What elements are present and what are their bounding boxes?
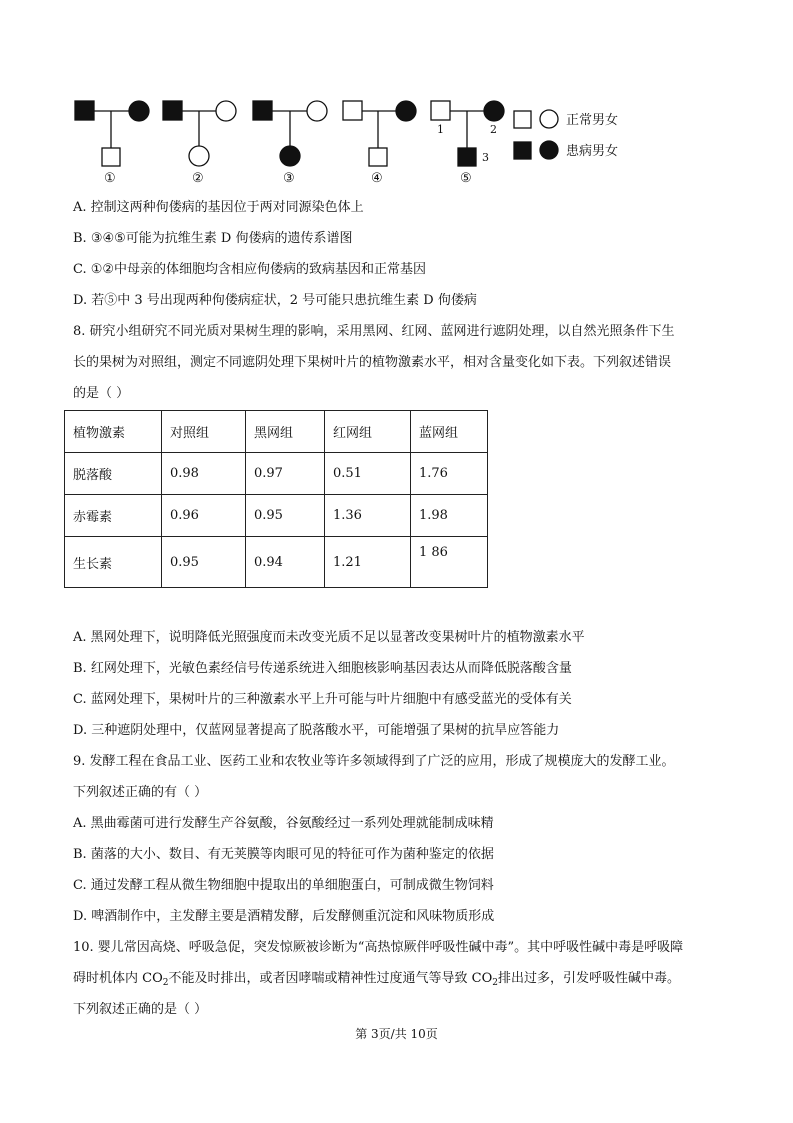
table-row [65, 453, 488, 495]
affected-female-symbol [396, 101, 416, 121]
q7-option-a: A. 控制这两种佝偻病的基因位于两对同源染色体上 [73, 200, 364, 215]
table-row [65, 537, 488, 588]
q8-option-b: B. 红网处理下，光敏色素经信号传递系统进入细胞核影响基因表达从而降低脱落酸含量 [73, 661, 572, 676]
table-cell: 0.95 [246, 495, 325, 537]
q8-stem-line-1: 8. 研究小组研究不同光质对果树生理的影响，采用黑网、红网、蓝网进行遮阴处理，以自然光照条件下生 [73, 324, 675, 339]
q10-stem-line-1: 10. 婴儿常因高烧、呼吸急促，突发惊厥被诊断为“高热惊厥伴呼吸性碱中毒”。其中呼吸性碱中毒是呼吸障 [73, 940, 684, 955]
q9-option-a: A. 黑曲霉菌可进行发酵生产谷氨酸，谷氨酸经过一系列处理就能制成味精 [73, 816, 494, 831]
normal-male-symbol [102, 148, 120, 166]
table-cell: 0.98 [162, 453, 246, 495]
normal-male-symbol [431, 101, 450, 120]
table-cell: 1.98 [411, 495, 488, 537]
legend-affected-label: 患病男女 [566, 144, 619, 159]
q8-option-a: A. 黑网处理下，说明降低光照强度而未改变光质不足以显著改变果树叶片的植物激素水平 [73, 630, 585, 645]
table-cell: 1.36 [325, 495, 411, 537]
q8-option-d: D. 三种遮阴处理中，仅蓝网显著提高了脱落酸水平，可能增强了果树的抗旱应答能力 [73, 723, 560, 738]
table-cell: 0.97 [246, 453, 325, 495]
q9-stem-line-2: 下列叙述正确的有（ ） [73, 785, 208, 800]
pedigree-label-5: ⑤ [460, 171, 472, 186]
q7-option-b: B. ③④⑤可能为抗维生素 D 佝偻病的遗传系谱图 [73, 231, 353, 246]
q7-option-d: D. 若⑤中 3 号出现两种佝偻病症状，2 号可能只患抗维生素 D 佝偻病 [73, 293, 477, 308]
affected-female-symbol [484, 101, 504, 121]
pedigree-label-2: ② [192, 171, 204, 186]
parent-number-2: 2 [490, 123, 497, 136]
legend-normal-female-symbol [540, 110, 558, 128]
q8-option-c: C. 蓝网处理下，果树叶片的三种激素水平上升可能与叶片细胞中有感受蓝光的受体有关 [73, 692, 572, 707]
q8-stem-line-3: 的是（ ） [73, 386, 130, 401]
q10-text: 不能及时排出，或者因哮喘或精神性过度通气等导致 CO [168, 971, 493, 986]
normal-female-symbol [189, 146, 209, 166]
table-cell: 0.96 [162, 495, 246, 537]
table-cell: 脱落酸 [65, 453, 162, 495]
subscript: 2 [162, 978, 169, 988]
table-header-cell: 黑网组 [246, 411, 325, 453]
legend-normal-label: 正常男女 [566, 113, 619, 128]
table-header-cell: 蓝网组 [411, 411, 488, 453]
table-row [65, 495, 488, 537]
affected-male-symbol [253, 101, 272, 120]
table-cell: 0.51 [325, 453, 411, 495]
legend-affected-female-symbol [540, 141, 558, 159]
q10-stem-line-3: 下列叙述正确的是（ ） [73, 1002, 208, 1017]
table-header-cell: 红网组 [325, 411, 411, 453]
pedigree-label-3: ③ [283, 171, 295, 186]
hormone-table [64, 410, 488, 588]
normal-male-symbol [343, 101, 362, 120]
q10-text: 碍时机体内 CO [73, 971, 163, 986]
child-number-3: 3 [482, 151, 489, 164]
affected-male-symbol [163, 101, 182, 120]
q9-option-d: D. 啤酒制作中，主发酵主要是酒精发酵，后发酵侧重沉淀和风味物质形成 [73, 909, 495, 924]
q9-option-b: B. 菌落的大小、数目、有无荚膜等肉眼可见的特征可作为菌种鉴定的依据 [73, 847, 494, 862]
affected-female-symbol [129, 101, 149, 121]
table-header-cell: 植物激素 [65, 411, 162, 453]
q9-option-c: C. 通过发酵工程从微生物细胞中提取出的单细胞蛋白，可制成微生物饲料 [73, 878, 494, 893]
parent-number-1: 1 [437, 123, 444, 136]
pedigree-figure [0, 0, 793, 195]
q9-stem-line-1: 9. 发酵工程在食品工业、医药工业和农牧业等许多领域得到了广泛的应用，形成了规模庞大的发酵工业。 [73, 754, 675, 769]
normal-male-symbol [369, 148, 387, 166]
table-header-cell: 对照组 [162, 411, 246, 453]
table-cell: 1.76 [411, 453, 488, 495]
legend-normal-male-symbol [514, 111, 531, 128]
legend-affected-male-symbol [514, 142, 531, 159]
table-cell: 0.94 [246, 537, 325, 588]
affected-female-symbol [280, 146, 300, 166]
subscript: 2 [492, 978, 498, 988]
page-footer: 第 3页/共 10页 [355, 1027, 438, 1041]
q7-option-c: C. ①②中母亲的体细胞均含相应佝偻病的致病基因和正常基因 [73, 262, 427, 277]
q10-stem-line-2 [73, 970, 680, 988]
table-cell: 0.95 [162, 537, 246, 588]
pedigree-label-4: ④ [371, 171, 383, 186]
table-cell: 生长素 [65, 537, 162, 588]
pedigree-label-1: ① [104, 171, 116, 186]
normal-female-symbol [216, 101, 236, 121]
table-cell: 赤霉素 [65, 495, 162, 537]
q8-stem-line-2: 长的果树为对照组，测定不同遮阴处理下果树叶片的植物激素水平，相对含量变化如下表。下列叙述错误 [73, 355, 672, 370]
q10-text: 排出过多，引发呼吸性碱中毒。 [497, 971, 680, 986]
table-cell: 1 86 [411, 537, 488, 588]
normal-female-symbol [307, 101, 327, 121]
affected-male-symbol [75, 101, 94, 120]
table-cell: 1.21 [325, 537, 411, 588]
table-header-row [65, 411, 488, 453]
affected-male-symbol [458, 148, 476, 166]
